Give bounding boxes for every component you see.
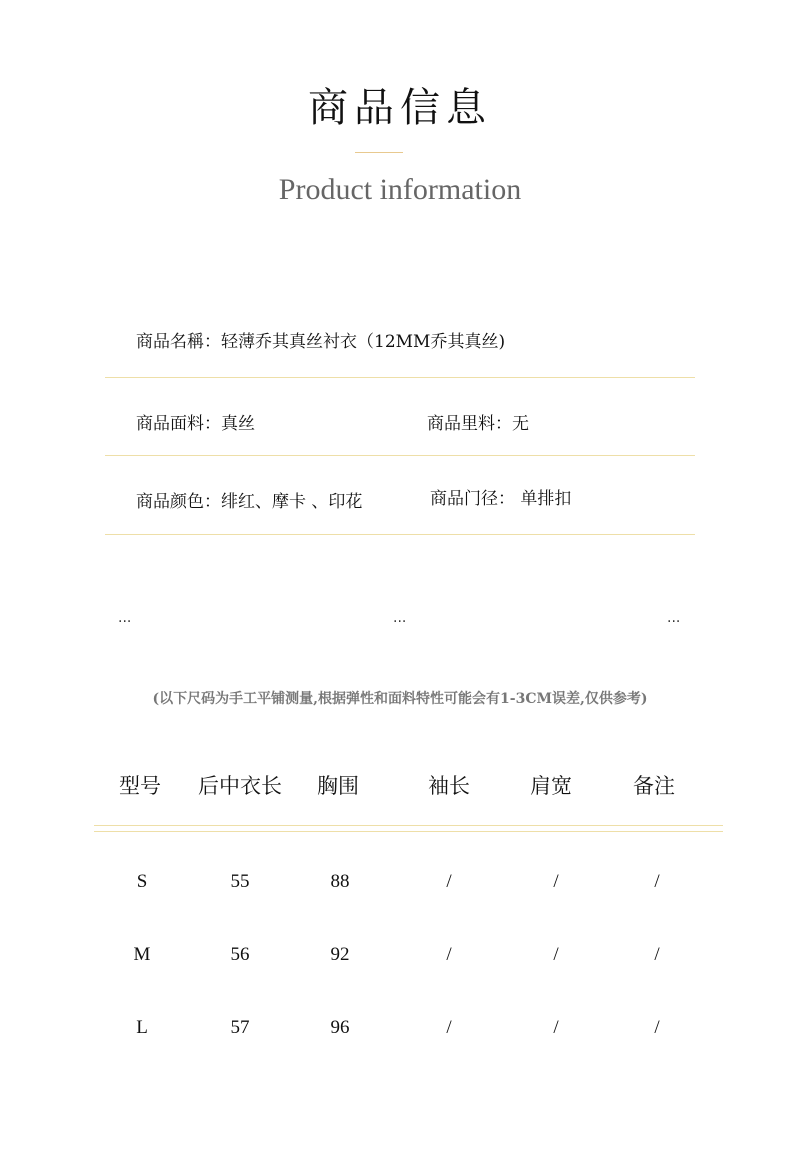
column-header-size: 型号 [119, 774, 161, 798]
cell-remark: / [654, 871, 660, 892]
column-header-back-length: 后中衣长 [198, 774, 282, 798]
ellipsis-right: ... [667, 610, 681, 626]
divider [105, 534, 695, 535]
divider [105, 455, 695, 456]
cell-size: M [133, 944, 151, 965]
page-subtitle: Product information [278, 173, 522, 206]
cell-shoulder: / [553, 871, 559, 892]
cell-chest: 96 [330, 1017, 350, 1038]
divider [105, 377, 695, 378]
cell-shoulder: / [553, 1017, 559, 1038]
column-header-chest: 胸围 [317, 774, 359, 798]
cell-remark: / [654, 1017, 660, 1038]
product-fabric: 商品面料：真丝 [136, 414, 255, 434]
header-divider-top [94, 825, 723, 826]
product-color: 商品颜色：绯红、摩卡 、印花 [136, 492, 363, 512]
cell-remark: / [654, 944, 660, 965]
cell-sleeve: / [446, 1017, 452, 1038]
size-note: (以下尺码为手工平铺测量,根据弹性和面料特性可能会有1-3CM误差,仅供参考) [152, 691, 648, 707]
title-divider [355, 152, 403, 153]
cell-size: S [136, 871, 148, 892]
product-name: 商品名稱：轻薄乔其真丝衬衣（12MM乔其真丝) [136, 332, 506, 352]
product-placket: 商品门径： 单排扣 [430, 489, 572, 509]
header-divider-bottom [94, 831, 723, 832]
cell-back-length: 55 [230, 871, 250, 892]
cell-sleeve: / [446, 871, 452, 892]
column-header-remark: 备注 [633, 774, 675, 798]
cell-sleeve: / [446, 944, 452, 965]
cell-size: L [136, 1017, 148, 1038]
cell-shoulder: / [553, 944, 559, 965]
column-header-sleeve: 袖长 [428, 774, 470, 798]
cell-back-length: 56 [230, 944, 250, 965]
cell-chest: 88 [330, 871, 350, 892]
cell-back-length: 57 [230, 1017, 250, 1038]
column-header-shoulder: 肩宽 [530, 774, 572, 798]
ellipsis-left: ... [118, 610, 132, 626]
ellipsis-center: ... [393, 610, 407, 626]
cell-chest: 92 [330, 944, 350, 965]
page-title: 商品信息 [308, 85, 492, 131]
product-lining: 商品里料：无 [427, 414, 529, 434]
